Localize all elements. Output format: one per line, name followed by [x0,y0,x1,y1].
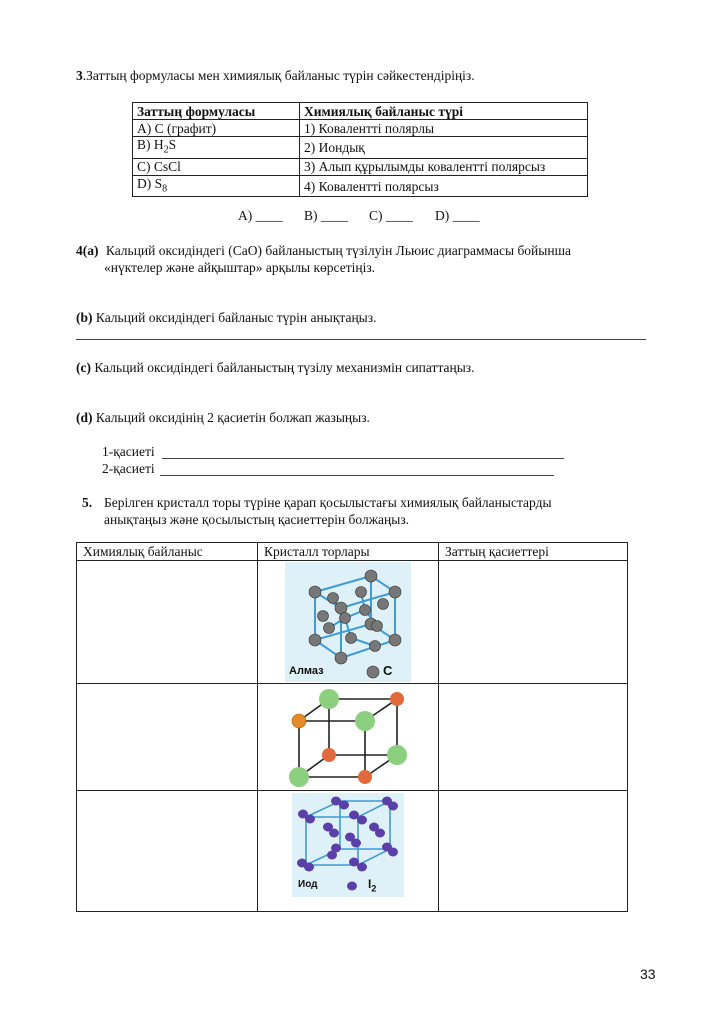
formula-cell: В) $Н_2S$ [133,137,300,159]
q4a-line2: «нүктелер және айқыштар» арқылы көрсетіңіз. [104,260,376,275]
q5-text-1: Берілген кристалл торы түріне қарап қосылыстағы химиялық байланыстарды [104,495,552,510]
q4b-label: (b) [76,310,93,325]
q3-prompt [76,68,475,84]
q4d-text: Кальций оксидінің 2 қасиетін болжап жазыңыз. [95,410,370,425]
iodine-legend-icon [347,882,357,891]
bond-cell: 2) Иондық [300,137,588,159]
lattice-cell [258,561,439,684]
table-row [77,791,628,912]
q4a-line1 [76,243,571,259]
property-1-label: 1-қасиеті [102,444,155,459]
bond-answer-cell[interactable] [77,791,258,912]
table-row [133,120,588,137]
header-properties: Заттың қасиеттері [439,543,628,561]
q4c-label: (c) [76,360,91,375]
header-crystal-lattice: Кристалл торлары [258,543,439,561]
table-row [133,158,588,175]
q3-answer-b: В) ____ [304,208,348,223]
q3-matching-table [132,102,588,197]
q3-number: 3 [76,68,83,83]
property-1-line[interactable] [162,458,564,459]
q4d-label: (d) [76,410,93,425]
lattice-cell [258,684,439,791]
formula-cell: С) CsCl [133,158,300,175]
q4a-text: Кальций оксидіндегі (СаО) байланыстың түзілуін Льюис диаграммасы бойынша [105,243,571,258]
formula-cell: А) С (графит) [133,120,300,137]
q4d-line [76,410,370,426]
q5-text-2: анықтаңыз және қосылыстың қасиеттерін болжаңыз. [104,512,410,527]
properties-answer-cell[interactable] [439,561,628,684]
q5-number: 5. [82,495,93,510]
ionic-lattice-image [285,685,411,789]
table-header-row [77,543,628,561]
header-bond-type: Химиялық байланыс түрі [300,103,588,120]
table-header-row [133,103,588,120]
q4c-line [76,360,475,376]
lattice-cell [258,791,439,912]
answer-line [76,339,646,340]
ionic-lattice-svg [285,685,411,789]
header-chemical-bond: Химиялық байланыс [77,543,258,561]
q3-answer-a: А) ____ [238,208,283,223]
diamond-lattice-image [285,562,411,682]
table-row [133,137,588,159]
bond-answer-cell[interactable] [77,561,258,684]
iodine-lattice-image [292,793,404,897]
page-number: 33 [640,966,656,982]
diamond-label: Алмаз [289,665,324,677]
bond-cell: 4) Ковалентті полярсыз [300,175,588,197]
table-row [77,561,628,684]
properties-answer-cell[interactable] [439,791,628,912]
q4c-text: Кальций оксидіндегі байланыстың түзілу механизмін сипаттаңыз. [94,360,475,375]
property-2-line[interactable] [160,475,554,476]
iodine-formula: $I_2$ [368,877,377,894]
diamond-atom-label: C [383,663,393,678]
carbon-atom-legend-icon [367,666,379,678]
q5-crystal-table [76,542,628,912]
header-formula: Заттың формуласы [133,103,300,120]
formula-cell: D) $S_8$ [133,175,300,197]
table-row [133,175,588,197]
q3-answer-c: С) ____ [369,208,413,223]
properties-answer-cell[interactable] [439,684,628,791]
table-row [77,684,628,791]
q3-answer-d: D) ____ [435,208,480,223]
property-2-label: 2-қасиеті [102,461,155,476]
bond-cell: 1) Ковалентті полярлы [300,120,588,137]
q4b-line [76,310,376,326]
bond-cell: 3) Алып құрылымды ковалентті полярсыз [300,158,588,175]
q4b-text: Кальций оксидіндегі байланыс түрін анықтаңыз. [95,310,377,325]
iodine-label: Иод [298,879,318,890]
bond-answer-cell[interactable] [77,684,258,791]
q4a-label: 4(a) [76,243,99,258]
q3-text: .Заттың формуласы мен химиялық байланыс түрін сәйкестендіріңіз. [82,68,475,83]
